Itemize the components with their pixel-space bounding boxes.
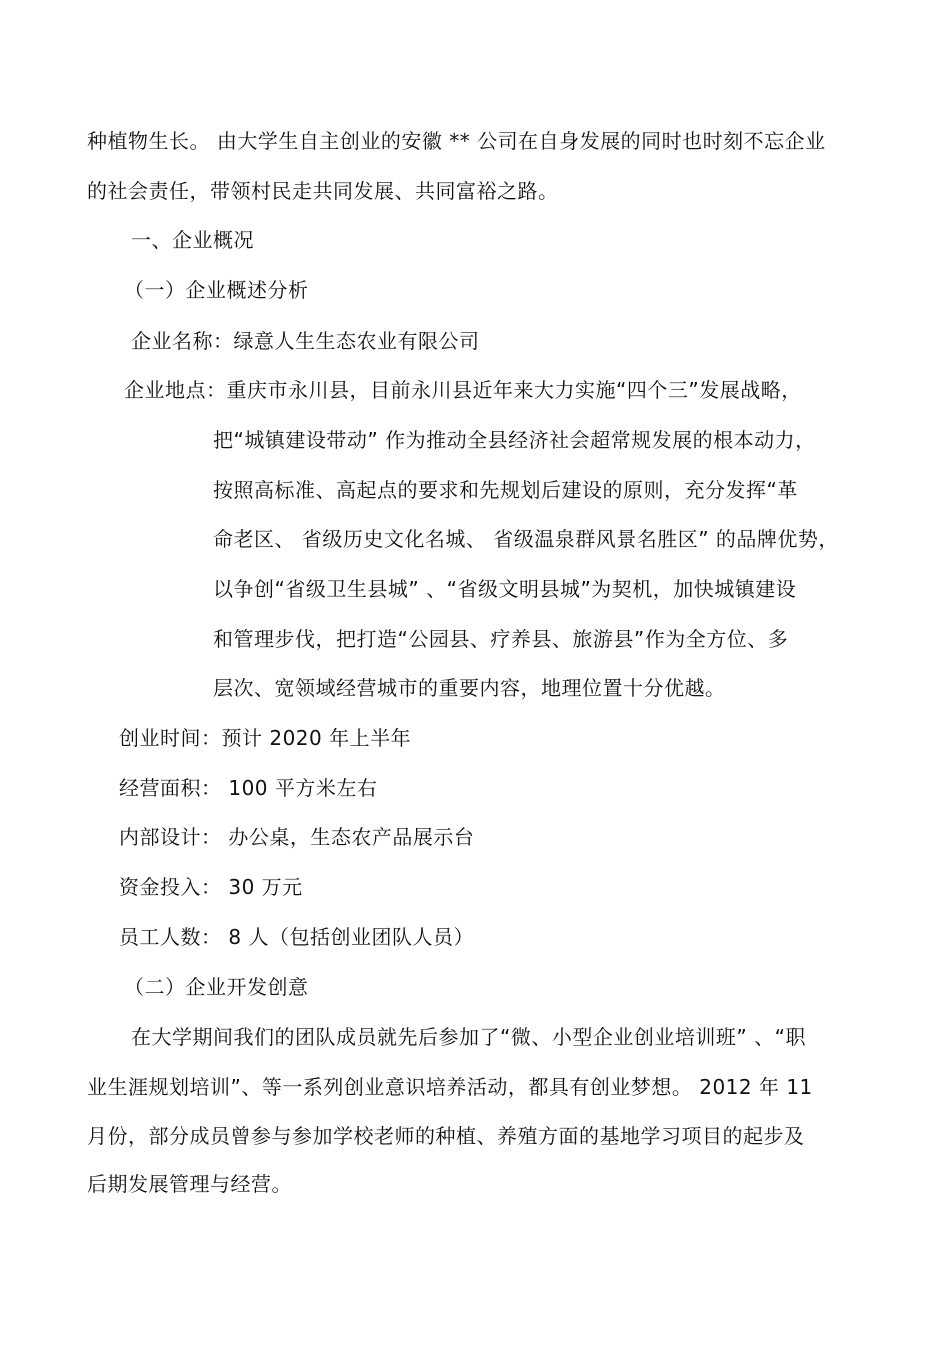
interior-design-line: 内部设计： 办公桌，生态农产品展示台 xyxy=(119,825,475,849)
paragraph-line: 月份，部分成员曾参与参加学校老师的种植、养殖方面的基地学习项目的起步及 xyxy=(87,1124,805,1148)
location-detail-line: 把“城镇建设带动” 作为推动全县经济社会超常规发展的根本动力， xyxy=(213,428,816,452)
paragraph-line: 在大学期间我们的团队成员就先后参加了“微、小型企业创业培训班” 、“职 xyxy=(131,1025,806,1049)
paragraph-line: 的社会责任，带领村民走共同发展、共同富裕之路。 xyxy=(87,179,559,203)
subsection-heading: （二）企业开发创意 xyxy=(124,975,309,999)
company-name-line: 企业名称：绿意人生生态农业有限公司 xyxy=(131,329,480,353)
startup-time-line: 创业时间：预计 2020 年上半年 xyxy=(119,726,412,750)
location-detail-line: 以争创“省级卫生县城” 、“省级文明县城”为契机，加快城镇建设 xyxy=(213,577,797,601)
location-detail-line: 和管理步伐，把打造“公园县、疗养县、旅游县”作为全方位、多 xyxy=(213,627,789,651)
paragraph-line: 业生涯规划培训”、等一系列创业意识培养活动，都具有创业梦想。 2012 年 11 xyxy=(87,1075,813,1099)
subsection-heading: （一）企业概述分析 xyxy=(124,278,309,302)
location-detail-line: 命老区、 省级历史文化名城、 省级温泉群风景名胜区” 的品牌优势， xyxy=(213,527,839,551)
paragraph-line: 后期发展管理与经营。 xyxy=(87,1172,292,1196)
location-detail-line: 按照高标准、高起点的要求和先规划后建设的原则，充分发挥“革 xyxy=(213,478,798,502)
business-area-line: 经营面积： 100 平方米左右 xyxy=(119,776,378,800)
paragraph-line: 种植物生长。 由大学生自主创业的安徽 ** 公司在自身发展的同时也时刻不忘企业 xyxy=(87,129,826,153)
section-heading: 一、企业概况 xyxy=(131,228,254,252)
location-detail-line: 层次、宽领域经营城市的重要内容，地理位置十分优越。 xyxy=(213,676,726,700)
funding-line: 资金投入： 30 万元 xyxy=(119,875,303,899)
company-location-line: 企业地点：重庆市永川县，目前永川县近年来大力实施“四个三”发展战略， xyxy=(124,378,802,402)
staff-count-line: 员工人数： 8 人（包括创业团队人员） xyxy=(119,925,474,949)
